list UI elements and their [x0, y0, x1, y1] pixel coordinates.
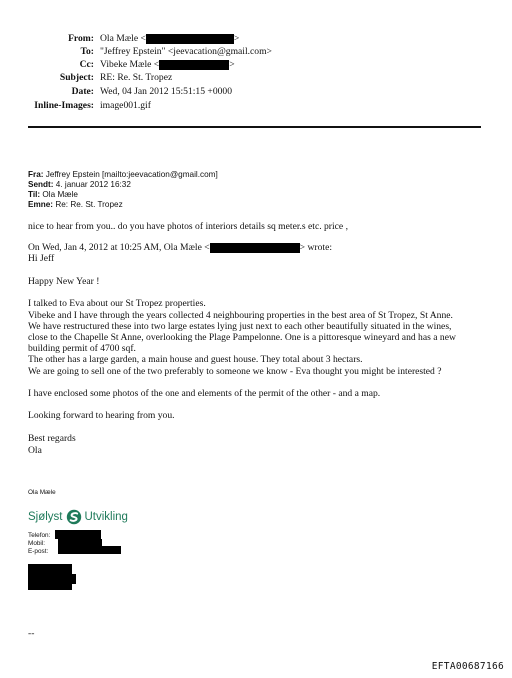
quote-line	[28, 242, 332, 254]
redaction-box	[28, 574, 76, 584]
til-label: Til:	[28, 190, 41, 199]
signature-name: Ola Mæle	[28, 489, 56, 496]
sendt-label: Sendt:	[28, 180, 54, 189]
epost-row	[28, 548, 48, 556]
paragraph-2-line: building permit of 4700 sqf.	[28, 343, 136, 354]
redaction-box	[146, 34, 234, 44]
outlook-sendt-row	[28, 180, 131, 190]
telefon-label: Telefon:	[28, 532, 51, 539]
paragraph-2-line: Vibeke and I have through the years collected 4 neighbouring properties in the best area of St Tropez, St Anne.	[28, 310, 453, 321]
date-value: Wed, 04 Jan 2012 15:51:15 +0000	[100, 86, 233, 97]
quote-prefix: On Wed, Jan 4, 2012 at 10:25 AM, Ola Mæle <	[28, 242, 210, 253]
company-right: Utvikling	[84, 511, 128, 523]
redaction-box	[210, 243, 300, 253]
redaction-box	[55, 530, 101, 539]
regards-line: Best regards	[28, 433, 76, 444]
cc-label: Cc:	[79, 59, 94, 70]
subject-label: Subject:	[59, 72, 94, 83]
fra-value: Jeffrey Epstein [mailto:jeevacation@gmail.com]	[45, 170, 218, 179]
header-divider	[28, 126, 481, 128]
paragraph-3: I have enclosed some photos of the one and elements of the permit of the other - and a map.	[28, 388, 381, 399]
sign-line: Ola	[28, 445, 42, 456]
fra-label: Fra:	[28, 170, 44, 179]
paragraph-2-line: The other has a large garden, a main house and guest house. They total about 3 hectars.	[28, 354, 363, 365]
paragraph-2-line: We are going to sell one of the two preferably to someone we know - Eva thought you might be interested ?	[28, 366, 442, 377]
outlook-emne-row	[28, 200, 123, 210]
telefon-row	[28, 532, 50, 540]
hi-line: Hi Jeff	[28, 253, 55, 264]
from-name: Ola Mæle <	[100, 33, 146, 44]
reply-line: nice to hear from you.. do you have photos of interiors details sq meter.s etc. price ,	[28, 221, 348, 232]
mobil-label: Mobil:	[28, 540, 46, 547]
outlook-til-row	[28, 190, 78, 200]
redaction-box	[159, 60, 229, 70]
emne-label: Emne:	[28, 200, 54, 209]
quote-suffix: > wrote:	[299, 242, 332, 253]
redaction-box	[28, 584, 72, 590]
mobil-row	[28, 540, 45, 548]
outlook-fra-row	[28, 170, 218, 180]
to-value: "Jeffrey Epstein" <jeevacation@gmail.com>	[100, 46, 272, 57]
paragraph-2-line: We have restructured these into two large estates lying just next to each other beautifully situated in the wines,	[28, 321, 452, 332]
paragraph-2-line: close to the Chapelle St Anne, overlooking the Plage Pampelonne. One is a pittoresque wineyard and has a new	[28, 332, 456, 343]
s-swirl-logo-icon	[66, 509, 82, 525]
sendt-value: 4. januar 2012 16:32	[55, 180, 131, 189]
subject-value: RE: Re. St. Tropez	[100, 72, 173, 83]
images-label: Inline-Images:	[34, 100, 94, 111]
from-close: >	[233, 33, 240, 44]
emne-value: Re: Re. St. Tropez	[55, 200, 123, 209]
to-label: To:	[80, 46, 94, 57]
cc-name: Vibeke Mæle <	[100, 59, 160, 70]
paragraph-1: I talked to Eva about our St Tropez properties.	[28, 298, 206, 309]
til-value: Ola Mæle	[42, 190, 78, 199]
document-id: EFTA00687166	[431, 661, 504, 672]
company-logo	[28, 508, 128, 526]
from-label: From:	[68, 33, 94, 44]
greeting-line: Happy New Year !	[28, 276, 100, 287]
signature-dashes: --	[28, 628, 35, 639]
cc-close: >	[229, 59, 235, 70]
paragraph-4: Looking forward to hearing from you.	[28, 410, 175, 421]
redaction-box	[58, 546, 121, 554]
epost-label: E-post:	[28, 548, 49, 555]
company-left: Sjølyst	[28, 511, 63, 523]
redaction-box	[28, 564, 72, 574]
images-value: image001.gif	[100, 100, 151, 111]
date-label: Date:	[71, 86, 94, 97]
